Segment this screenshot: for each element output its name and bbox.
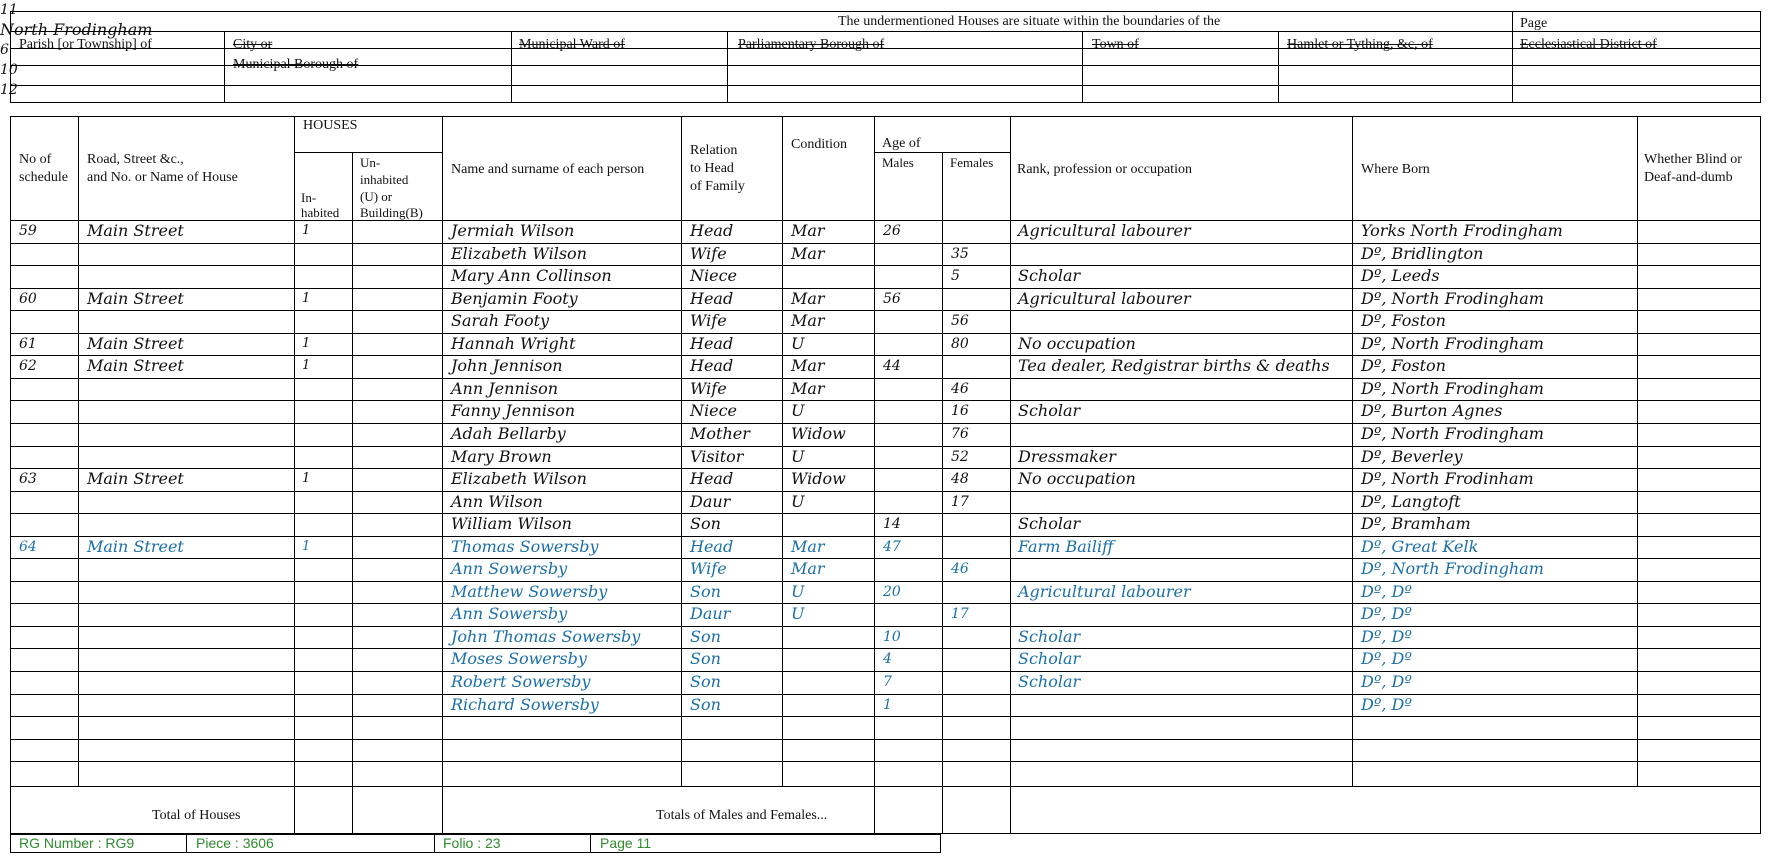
name-cell: Benjamin Footy: [451, 289, 578, 308]
relation-cell: Wife: [690, 311, 727, 330]
relation-cell: Son: [690, 514, 721, 533]
occupation-cell: Dressmaker: [1018, 447, 1116, 466]
where-born-cell: Dº, Dº: [1361, 672, 1412, 691]
where-born-cell: Dº, Foston: [1361, 356, 1446, 375]
occupation-cell: Agricultural labourer: [1018, 289, 1191, 308]
col-schedule-2: schedule: [19, 170, 68, 185]
row-divider: [10, 603, 1761, 604]
municipal-borough-label: Municipal Borough of: [233, 57, 359, 72]
schedule-cell: 64: [19, 539, 37, 555]
col-relation-1: Relation: [690, 143, 738, 158]
col-uninhabited-1: Un-: [360, 155, 381, 170]
relation-cell: Son: [690, 695, 721, 714]
relation-cell: Daur: [690, 604, 731, 623]
condition-cell: Mar: [791, 289, 825, 308]
col-road-1: Road, Street &c.,: [87, 152, 184, 167]
condition-cell: U: [791, 447, 805, 466]
col-males: Males: [882, 155, 914, 170]
footer-page: Page 11: [600, 835, 652, 851]
col-uninhabited-4: Building(B): [360, 205, 423, 220]
females-cell: 46: [951, 561, 969, 577]
parish-label: Parish [or Township] of: [19, 37, 152, 52]
town-label: Town of: [1092, 37, 1139, 52]
row-divider: [10, 446, 1761, 447]
total-males-value: 10: [0, 62, 18, 78]
relation-cell: Niece: [690, 266, 738, 285]
name-cell: Richard Sowersby: [451, 695, 599, 714]
page-number: 11: [0, 2, 18, 18]
males-cell: 44: [883, 358, 901, 374]
inhabited-cell: 1: [302, 471, 311, 486]
condition-cell: Mar: [791, 537, 825, 556]
col-name: Name and surname of each person: [451, 162, 645, 177]
where-born-cell: Dº, North Frodingham: [1361, 289, 1544, 308]
condition-cell: U: [791, 582, 805, 601]
where-born-cell: Dº, Beverley: [1361, 447, 1463, 466]
col-houses: HOUSES: [303, 118, 358, 133]
relation-cell: Head: [690, 334, 734, 353]
condition-cell: Mar: [791, 559, 825, 578]
col-blind-1: Whether Blind or: [1644, 152, 1742, 167]
name-cell: Jermiah Wilson: [451, 221, 575, 240]
col-condition: Condition: [791, 137, 848, 152]
col-inhabited-2: habited: [301, 205, 340, 220]
row-divider: [10, 265, 1761, 266]
females-cell: 17: [951, 606, 969, 622]
relation-cell: Head: [690, 537, 734, 556]
name-cell: Ann Wilson: [451, 492, 543, 511]
relation-cell: Head: [690, 221, 734, 240]
col-where-born: Where Born: [1361, 162, 1430, 177]
footer-rg-number: RG Number : RG9: [19, 835, 135, 851]
inhabited-cell: 1: [302, 291, 311, 306]
males-cell: 20: [883, 584, 901, 600]
schedule-cell: 59: [19, 223, 37, 239]
relation-cell: Wife: [690, 559, 727, 578]
condition-cell: Mar: [791, 379, 825, 398]
name-cell: Adah Bellarby: [451, 424, 566, 443]
occupation-cell: Farm Bailiff: [1018, 537, 1114, 556]
females-cell: 16: [951, 403, 969, 419]
col-blind-2: Deaf-and-dumb: [1644, 170, 1733, 185]
males-cell: 26: [883, 223, 901, 239]
where-born-cell: Dº, North Frodingham: [1361, 424, 1544, 443]
road-cell: Main Street: [87, 537, 184, 556]
occupation-cell: No occupation: [1018, 469, 1136, 488]
males-cell: 7: [883, 674, 892, 690]
name-cell: John Jennison: [451, 356, 563, 375]
parliamentary-borough-label: Parliamentary Borough of: [738, 37, 885, 52]
occupation-cell: No occupation: [1018, 334, 1136, 353]
road-cell: Main Street: [87, 334, 184, 353]
ecclesiastical-label: Ecclesiastical District of: [1520, 37, 1657, 52]
males-cell: 1: [883, 697, 892, 713]
where-born-cell: Dº, North Frodingham: [1361, 334, 1544, 353]
name-cell: Robert Sowersby: [451, 672, 591, 691]
females-cell: 56: [951, 313, 969, 329]
males-cell: 14: [883, 516, 901, 532]
row-divider: [10, 761, 1761, 762]
schedule-cell: 61: [19, 336, 37, 352]
name-cell: John Thomas Sowersby: [451, 627, 641, 646]
occupation-cell: Scholar: [1018, 266, 1081, 285]
where-born-cell: Dº, Foston: [1361, 311, 1446, 330]
females-cell: 48: [951, 471, 969, 487]
males-cell: 4: [883, 651, 892, 667]
relation-cell: Wife: [690, 244, 727, 263]
where-born-cell: Dº, North Frodingham: [1361, 379, 1544, 398]
where-born-cell: Dº, Dº: [1361, 582, 1412, 601]
row-divider: [10, 491, 1761, 492]
relation-cell: Head: [690, 289, 734, 308]
condition-cell: U: [791, 401, 805, 420]
relation-cell: Son: [690, 627, 721, 646]
occupation-cell: Tea dealer, Redgistrar births & deaths: [1018, 356, 1330, 375]
males-cell: 56: [883, 291, 901, 307]
col-schedule-1: No of: [19, 152, 52, 167]
footer-piece: Piece : 3606: [196, 835, 274, 851]
where-born-cell: Dº, Burton Agnes: [1361, 401, 1503, 420]
females-cell: 5: [951, 268, 960, 284]
name-cell: Thomas Sowersby: [451, 537, 599, 556]
row-divider: [10, 716, 1761, 717]
name-cell: Mary Ann Collinson: [451, 266, 612, 285]
road-cell: Main Street: [87, 356, 184, 375]
total-houses-label: Total of Houses: [152, 808, 241, 823]
condition-cell: Mar: [791, 311, 825, 330]
relation-cell: Daur: [690, 492, 731, 511]
where-born-cell: Dº, Langtoft: [1361, 492, 1461, 511]
occupation-cell: Scholar: [1018, 514, 1081, 533]
relation-cell: Head: [690, 356, 734, 375]
males-cell: 47: [883, 539, 901, 555]
schedule-cell: 60: [19, 291, 37, 307]
footer-folio: Folio : 23: [443, 835, 501, 851]
females-cell: 80: [951, 336, 969, 352]
name-cell: Mary Brown: [451, 447, 552, 466]
where-born-cell: Dº, North Frodingham: [1361, 559, 1544, 578]
occupation-cell: Scholar: [1018, 649, 1081, 668]
females-cell: 76: [951, 426, 969, 442]
name-cell: Hannah Wright: [451, 334, 576, 353]
relation-cell: Mother: [690, 424, 750, 443]
parish-value: North Frodingham: [0, 20, 153, 39]
condition-cell: U: [791, 334, 805, 353]
condition-cell: U: [791, 604, 805, 623]
totals-mf-label: Totals of Males and Females...: [656, 808, 828, 823]
females-cell: 35: [951, 246, 969, 262]
males-cell: 10: [883, 629, 901, 645]
col-relation-2: to Head: [690, 161, 734, 176]
relation-cell: Son: [690, 649, 721, 668]
city-label: City or: [233, 37, 273, 52]
where-born-cell: Dº, Dº: [1361, 604, 1412, 623]
col-inhabited-1: In-: [301, 190, 317, 205]
inhabited-cell: 1: [302, 223, 311, 238]
name-cell: Elizabeth Wilson: [451, 469, 587, 488]
occupation-cell: Agricultural labourer: [1018, 582, 1191, 601]
name-cell: Moses Sowersby: [451, 649, 587, 668]
total-females-value: 12: [0, 82, 18, 98]
name-cell: Ann Sowersby: [451, 604, 568, 623]
inhabited-cell: 1: [302, 539, 311, 554]
inhabited-cell: 1: [302, 336, 311, 351]
road-cell: Main Street: [87, 289, 184, 308]
condition-cell: U: [791, 492, 805, 511]
occupation-cell: Scholar: [1018, 401, 1081, 420]
name-cell: Ann Jennison: [451, 379, 559, 398]
row-divider: [10, 739, 1761, 740]
col-relation-3: of Family: [690, 179, 745, 194]
females-cell: 17: [951, 494, 969, 510]
where-born-cell: Dº, Dº: [1361, 627, 1412, 646]
road-cell: Main Street: [87, 469, 184, 488]
where-born-cell: Dº, Leeds: [1361, 266, 1440, 285]
row-divider: [10, 243, 1761, 244]
col-age: Age of: [882, 136, 921, 151]
females-cell: 46: [951, 381, 969, 397]
relation-cell: Head: [690, 469, 734, 488]
name-cell: Matthew Sowersby: [451, 582, 608, 601]
condition-cell: Mar: [791, 356, 825, 375]
name-cell: Elizabeth Wilson: [451, 244, 587, 263]
schedule-cell: 63: [19, 471, 37, 487]
col-uninhabited-3: (U) or: [360, 189, 393, 204]
females-cell: 52: [951, 449, 969, 465]
condition-cell: Mar: [791, 244, 825, 263]
name-cell: William Wilson: [451, 514, 572, 533]
col-females: Females: [950, 155, 994, 170]
where-born-cell: Dº, Bramham: [1361, 514, 1471, 533]
name-cell: Sarah Footy: [451, 311, 550, 330]
relation-cell: Wife: [690, 379, 727, 398]
total-houses-value: 6: [0, 42, 9, 58]
occupation-cell: Agricultural labourer: [1018, 221, 1191, 240]
where-born-cell: Yorks North Frodingham: [1361, 221, 1563, 240]
where-born-cell: Dº, Dº: [1361, 649, 1412, 668]
occupation-cell: Scholar: [1018, 672, 1081, 691]
col-uninhabited-2: inhabited: [360, 172, 409, 187]
hamlet-label: Hamlet or Tything, &c, of: [1287, 37, 1433, 52]
where-born-cell: Dº, Dº: [1361, 695, 1412, 714]
name-cell: Ann Sowersby: [451, 559, 568, 578]
road-cell: Main Street: [87, 221, 184, 240]
condition-cell: Widow: [791, 469, 846, 488]
schedule-cell: 62: [19, 358, 37, 374]
occupation-cell: Scholar: [1018, 627, 1081, 646]
page-label: Page: [1520, 16, 1548, 31]
relation-cell: Visitor: [690, 447, 744, 466]
name-cell: Fanny Jennison: [451, 401, 576, 420]
col-rank: Rank, profession or occupation: [1017, 162, 1192, 177]
relation-cell: Son: [690, 582, 721, 601]
row-divider: [10, 310, 1761, 311]
col-road-2: and No. or Name of House: [87, 170, 238, 185]
relation-cell: Niece: [690, 401, 738, 420]
intro-text: The undermentioned Houses are situate within the boundaries of the: [838, 14, 1221, 29]
relation-cell: Son: [690, 672, 721, 691]
condition-cell: Mar: [791, 221, 825, 240]
where-born-cell: Dº, Great Kelk: [1361, 537, 1479, 556]
where-born-cell: Dº, North Frodinham: [1361, 469, 1534, 488]
condition-cell: Widow: [791, 424, 846, 443]
inhabited-cell: 1: [302, 358, 311, 373]
municipal-ward-label: Municipal Ward of: [519, 37, 625, 52]
where-born-cell: Dº, Bridlington: [1361, 244, 1484, 263]
